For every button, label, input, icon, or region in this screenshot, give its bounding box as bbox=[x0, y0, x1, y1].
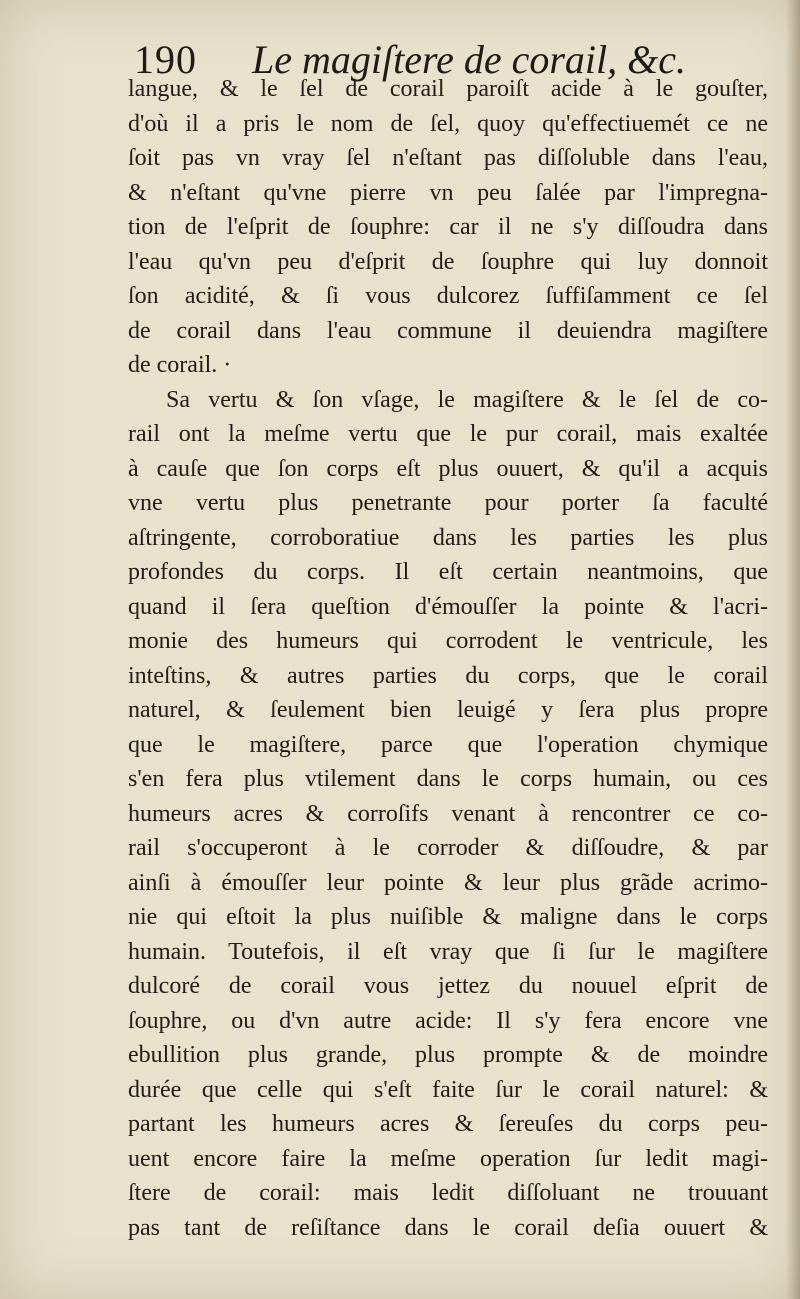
text-line: monie des humeurs qui corrodent le ventricule, les bbox=[128, 628, 768, 654]
text-line: partant les humeurs acres & ſereuſes du corps peu- bbox=[128, 1111, 768, 1137]
text-line: ſtere de corail: mais ledit diſſoluant ne trouuant bbox=[128, 1180, 768, 1206]
text-line: ſon acidité, & ſi vous dulcorez ſuffiſamment ce ſel bbox=[128, 283, 768, 309]
body-text bbox=[128, 72, 768, 1245]
text-line: de corail. · bbox=[128, 352, 232, 378]
text-line: aſtringente, corroboratiue dans les parties les plus bbox=[128, 524, 768, 551]
page-number: 190 bbox=[134, 37, 197, 82]
text-line: à cauſe que ſon corps eſt plus ouuert, & qu'il a acquis bbox=[128, 455, 768, 482]
text-line: de corail dans l'eau commune il deuiendra magiſtere bbox=[128, 317, 768, 344]
text-line: inteſtins, & autres parties du corps, que le corail bbox=[128, 662, 768, 689]
text-line: quand il ſera queſtion d'émouſſer la pointe & l'acri- bbox=[128, 593, 768, 620]
text-line: rail s'occuperont à le corroder & diſſoudre, & par bbox=[128, 835, 768, 861]
text-line: uent encore faire la meſme operation ſur ledit magi- bbox=[128, 1145, 768, 1172]
text-line: d'où il a pris le nom de ſel, quoy qu'effectiuemét ce ne bbox=[128, 110, 768, 137]
paragraph-first-line: Sa vertu & ſon vſage, le magiſtere & le ſel de co- bbox=[166, 386, 768, 413]
text-line: ſouphre, ou d'vn autre acide: Il s'y fera encore vne bbox=[128, 1007, 768, 1034]
text-line: ſoit pas vn vray ſel n'eſtant pas diſſoluble dans l'eau, bbox=[128, 145, 768, 171]
running-title: Le magiſtere de corail, &c. bbox=[252, 37, 686, 82]
text-line: ebullition plus grande, plus prompte & de moindre bbox=[128, 1042, 768, 1068]
text-line: ainſi à émouſſer leur pointe & leur plus grãde acrimo- bbox=[128, 869, 768, 896]
text-line: s'en fera plus vtilement dans le corps humain, ou ces bbox=[128, 766, 768, 792]
text-line: profondes du corps. Il eſt certain neantmoins, que bbox=[128, 559, 768, 585]
text-line: durée que celle qui s'eſt faite ſur le corail naturel: & bbox=[128, 1076, 768, 1103]
text-line: vne vertu plus penetrante pour porter ſa faculté bbox=[128, 490, 768, 516]
text-line: tion de l'eſprit de ſouphre: car il ne s'y diſſoudra dans bbox=[128, 214, 768, 240]
text-line: humeurs acres & corroſifs venant à rencontrer ce co- bbox=[128, 800, 768, 827]
text-line: dulcoré de corail vous jettez du nouuel eſprit de bbox=[128, 973, 768, 999]
text-line: l'eau qu'vn peu d'eſprit de ſouphre qui luy donnoit bbox=[128, 248, 768, 275]
text-line: pas tant de reſiſtance dans le corail deſia ouuert & bbox=[128, 1214, 768, 1241]
text-line: langue, & le ſel de corail paroiſt acide à le gouſter, bbox=[128, 76, 768, 102]
text-line: humain. Toutefois, il eſt vray que ſi ſur le magiſtere bbox=[128, 938, 768, 965]
text-line: & n'eſtant qu'vne pierre vn peu ſalée par l'impregna- bbox=[128, 179, 768, 206]
text-line: nie qui eſtoit la plus nuiſible & maligne dans le corps bbox=[128, 904, 768, 930]
text-line: rail ont la meſme vertu que le pur corail, mais exaltée bbox=[128, 421, 768, 447]
text-line: que le magiſtere, parce que l'operation chymique bbox=[128, 731, 768, 758]
text-line: naturel, & ſeulement bien leuigé y ſera plus propre bbox=[128, 697, 768, 723]
